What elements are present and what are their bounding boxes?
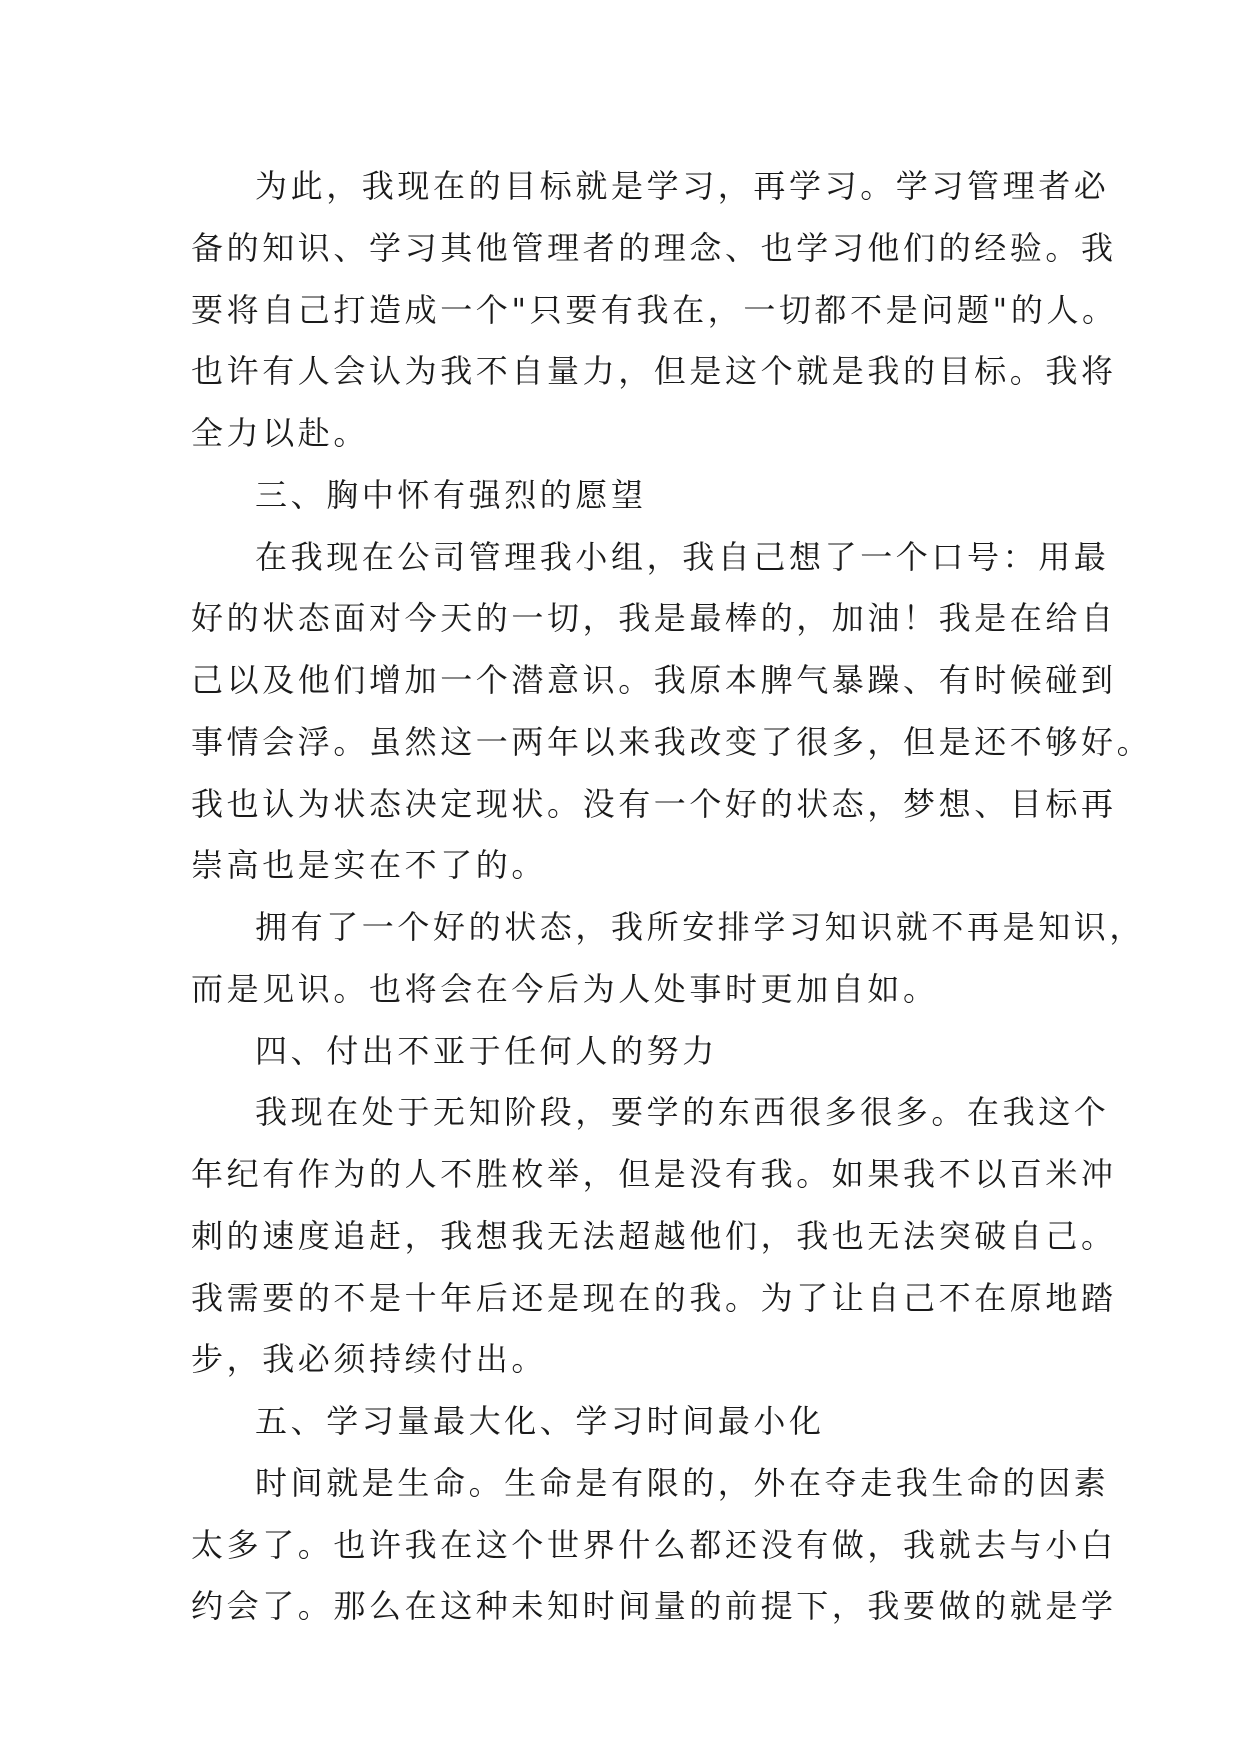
paragraph-line: 而是见识。也将会在今后为人处事时更加自如。 (191, 970, 939, 1008)
paragraph-line: 刺的速度追赶，我想我无法超越他们，我也无法突破自己。 (191, 1217, 1117, 1255)
paragraph-line: 我也认为状态决定现状。没有一个好的状态，梦想、目标再 (191, 785, 1117, 823)
paragraph-line: 己以及他们增加一个潜意识。我原本脾气暴躁、有时候碰到 (191, 661, 1117, 699)
paragraph-line: 步，我必须持续付出。 (191, 1340, 548, 1378)
paragraph-line: 为此，我现在的目标就是学习，再学习。学习管理者必 (255, 167, 1110, 205)
paragraph-line: 备的知识、学习其他管理者的理念、也学习他们的经验。我 (191, 229, 1117, 267)
paragraph-line: 年纪有作为的人不胜枚举，但是没有我。如果我不以百米冲 (191, 1155, 1117, 1193)
paragraph-line: 崇高也是实在不了的。 (191, 846, 548, 884)
paragraph-line: 也许有人会认为我不自量力，但是这个就是我的目标。我将 (191, 352, 1117, 390)
paragraph-line: 拥有了一个好的状态，我所安排学习知识就不再是知识， (255, 908, 1146, 946)
section-heading: 三、胸中怀有强烈的愿望 (255, 476, 647, 514)
paragraph-line: 时间就是生命。生命是有限的，外在夺走我生命的因素 (255, 1464, 1110, 1502)
paragraph-line: 约会了。那么在这种未知时间量的前提下，我要做的就是学 (191, 1587, 1117, 1625)
paragraph-line: 要将自己打造成一个"只要有我在，一切都不是问题"的人。 (191, 291, 1118, 329)
paragraph-line: 事情会浮。虽然这一两年以来我改变了很多，但是还不够好。 (191, 723, 1153, 761)
paragraph-line: 太多了。也许我在这个世界什么都还没有做，我就去与小白 (191, 1526, 1117, 1564)
paragraph-line: 我需要的不是十年后还是现在的我。为了让自己不在原地踏 (191, 1279, 1117, 1317)
section-heading: 五、学习量最大化、学习时间最小化 (255, 1402, 825, 1440)
paragraph-line: 在我现在公司管理我小组，我自己想了一个口号：用最 (255, 538, 1110, 576)
paragraph-line: 我现在处于无知阶段，要学的东西很多很多。在我这个 (255, 1093, 1110, 1131)
paragraph-line: 全力以赴。 (191, 414, 370, 452)
section-heading: 四、付出不亚于任何人的努力 (255, 1032, 718, 1070)
paragraph-line: 好的状态面对今天的一切，我是最棒的，加油！我是在给自 (191, 599, 1117, 637)
